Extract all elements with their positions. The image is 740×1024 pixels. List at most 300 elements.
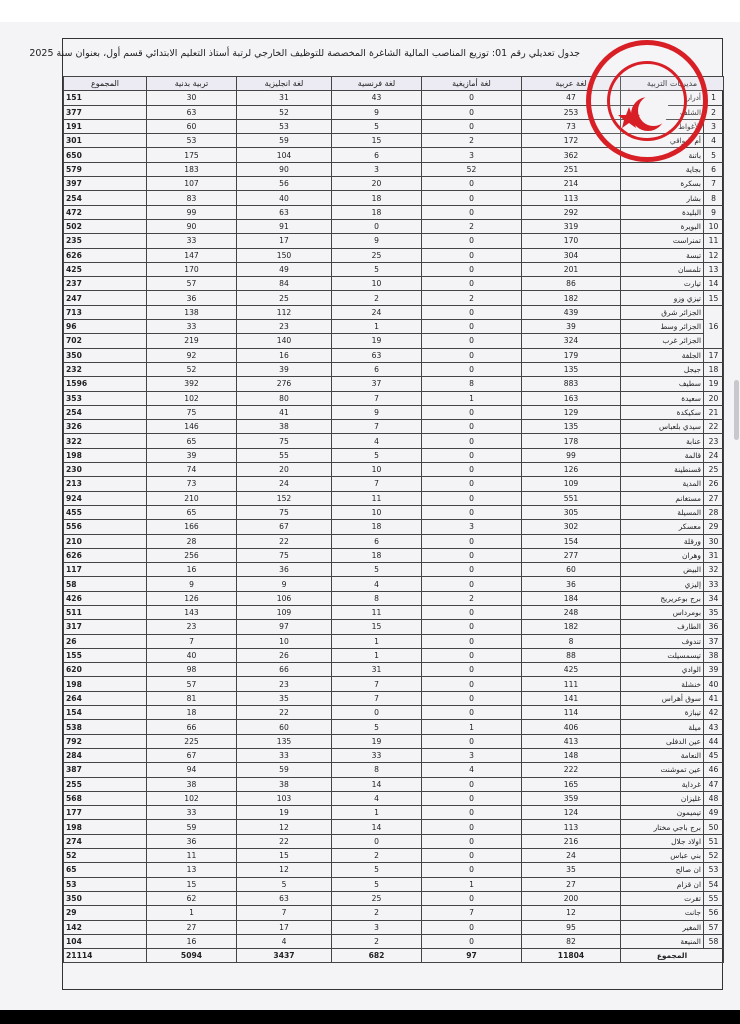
cell-french: 19: [332, 334, 422, 348]
cell-total: 26: [64, 634, 147, 648]
cell-total: 326: [64, 420, 147, 434]
directorate-name: سيدي بلعباس: [621, 420, 704, 434]
cell-amazigh: 0: [422, 505, 522, 519]
directorate-name: بشار: [621, 191, 704, 205]
cell-english: 22: [237, 706, 332, 720]
cell-total: 232: [64, 362, 147, 376]
directorate-name: تبسة: [621, 248, 704, 262]
cell-french: 4: [332, 791, 422, 805]
scrollbar-thumb[interactable]: [734, 380, 739, 440]
cell-total: 425: [64, 262, 147, 276]
row-number: 50: [704, 820, 724, 834]
cell-physical-education: 15: [147, 877, 237, 891]
cell-physical-education: 67: [147, 748, 237, 762]
row-number: 32: [704, 563, 724, 577]
cell-amazigh: 7: [422, 906, 522, 920]
directorate-name: وهران: [621, 548, 704, 562]
cell-arabic: 165: [522, 777, 621, 791]
cell-french: 2: [332, 934, 422, 948]
cell-french: 2: [332, 849, 422, 863]
cell-arabic: 135: [522, 362, 621, 376]
cell-physical-education: 94: [147, 763, 237, 777]
cell-arabic: 86: [522, 277, 621, 291]
row-number: 39: [704, 663, 724, 677]
cell-arabic: 154: [522, 534, 621, 548]
table-row: [64, 334, 724, 348]
cell-amazigh: 0: [422, 119, 522, 133]
cell-english: 55: [237, 448, 332, 462]
cell-french: 33: [332, 748, 422, 762]
cell-total: 377: [64, 105, 147, 119]
table-row: [64, 377, 724, 391]
cell-english: 75: [237, 548, 332, 562]
cell-amazigh: 0: [422, 863, 522, 877]
row-number: 21: [704, 405, 724, 419]
cell-total: 472: [64, 205, 147, 219]
cell-total: 511: [64, 605, 147, 619]
row-number: 45: [704, 748, 724, 762]
cell-french: 11: [332, 605, 422, 619]
directorate-name: تيبازة: [621, 706, 704, 720]
row-number: 26: [704, 477, 724, 491]
cell-total: 350: [64, 891, 147, 905]
cell-english: 41: [237, 405, 332, 419]
directorate-name: عنابة: [621, 434, 704, 448]
cell-amazigh: 0: [422, 177, 522, 191]
cell-amazigh: 3: [422, 520, 522, 534]
cell-physical-education: 38: [147, 777, 237, 791]
cell-amazigh: 0: [422, 891, 522, 905]
cell-french: 18: [332, 520, 422, 534]
cell-total: 626: [64, 248, 147, 262]
cell-arabic: 182: [522, 291, 621, 305]
cell-arabic: 124: [522, 806, 621, 820]
totals-row: [64, 949, 724, 963]
cell-french: 25: [332, 248, 422, 262]
directorate-name: اولاد جلال: [621, 834, 704, 848]
row-number: 11: [704, 234, 724, 248]
row-number: 4: [704, 134, 724, 148]
cell-english: 67: [237, 520, 332, 534]
cell-english: 22: [237, 534, 332, 548]
cell-amazigh: 2: [422, 291, 522, 305]
cell-french: 10: [332, 277, 422, 291]
cell-french: 8: [332, 591, 422, 605]
cell-amazigh: 0: [422, 405, 522, 419]
cell-physical-education: 33: [147, 806, 237, 820]
cell-total: 284: [64, 748, 147, 762]
cell-english: 20: [237, 463, 332, 477]
cell-physical-education: 63: [147, 105, 237, 119]
row-number: 42: [704, 706, 724, 720]
table-row: [64, 648, 724, 662]
cell-amazigh: 0: [422, 934, 522, 948]
cell-arabic: 216: [522, 834, 621, 848]
total-amazigh: 97: [422, 949, 522, 963]
cell-english: 63: [237, 891, 332, 905]
total-arabic: 11804: [522, 949, 621, 963]
cell-amazigh: 0: [422, 534, 522, 548]
row-number: 24: [704, 448, 724, 462]
bottom-bar: [0, 1010, 740, 1024]
cell-total: 255: [64, 777, 147, 791]
row-number: 18: [704, 362, 724, 376]
cell-physical-education: 7: [147, 634, 237, 648]
directorate-name: تيميمون: [621, 806, 704, 820]
cell-total: 230: [64, 463, 147, 477]
table-row: [64, 920, 724, 934]
cell-arabic: 319: [522, 219, 621, 233]
cell-french: 0: [332, 219, 422, 233]
row-number: 35: [704, 605, 724, 619]
cell-total: 502: [64, 219, 147, 233]
cell-arabic: 184: [522, 591, 621, 605]
cell-arabic: 362: [522, 148, 621, 162]
cell-english: 112: [237, 305, 332, 319]
cell-arabic: 182: [522, 620, 621, 634]
table-row: [64, 605, 724, 619]
cell-french: 5: [332, 262, 422, 276]
cell-physical-education: 219: [147, 334, 237, 348]
table-row: [64, 906, 724, 920]
cell-physical-education: 74: [147, 463, 237, 477]
row-number: 30: [704, 534, 724, 548]
cell-total: 29: [64, 906, 147, 920]
directorate-name: تيارت: [621, 277, 704, 291]
cell-english: 97: [237, 620, 332, 634]
cell-physical-education: 73: [147, 477, 237, 491]
table-row: [64, 891, 724, 905]
cell-physical-education: 57: [147, 677, 237, 691]
cell-english: 140: [237, 334, 332, 348]
cell-arabic: 413: [522, 734, 621, 748]
cell-amazigh: 0: [422, 234, 522, 248]
cell-french: 14: [332, 820, 422, 834]
cell-english: 150: [237, 248, 332, 262]
cell-physical-education: 33: [147, 320, 237, 334]
cell-amazigh: 0: [422, 305, 522, 319]
cell-arabic: 141: [522, 691, 621, 705]
cell-english: 7: [237, 906, 332, 920]
cell-total: 620: [64, 663, 147, 677]
table-title: جدول تعديلي رقم 01: توزيع المناصب المالية الشاغرة المخصصة للتوظيف الخارجي لرتبة أستاذ التعليم الابتدائي قسم أول، بعنوان سنة 2025: [29, 48, 580, 59]
cell-amazigh: 0: [422, 605, 522, 619]
totals-label: المجموع: [621, 949, 724, 963]
cell-amazigh: 0: [422, 262, 522, 276]
cell-english: 24: [237, 477, 332, 491]
row-number: 52: [704, 849, 724, 863]
table-row: [64, 806, 724, 820]
cell-arabic: 248: [522, 605, 621, 619]
cell-amazigh: 0: [422, 477, 522, 491]
cell-physical-education: 16: [147, 563, 237, 577]
cell-english: 23: [237, 677, 332, 691]
table-row: [64, 305, 724, 319]
table-body: [64, 91, 724, 963]
directorate-name: البويرة: [621, 219, 704, 233]
cell-english: 49: [237, 262, 332, 276]
cell-physical-education: 16: [147, 934, 237, 948]
cell-arabic: 277: [522, 548, 621, 562]
cell-amazigh: 0: [422, 420, 522, 434]
cell-amazigh: 0: [422, 577, 522, 591]
table-row: [64, 362, 724, 376]
cell-amazigh: 0: [422, 463, 522, 477]
cell-total: 713: [64, 305, 147, 319]
cell-arabic: 113: [522, 820, 621, 834]
cell-physical-education: 13: [147, 863, 237, 877]
cell-arabic: 425: [522, 663, 621, 677]
cell-total: 213: [64, 477, 147, 491]
cell-french: 5: [332, 863, 422, 877]
cell-physical-education: 90: [147, 219, 237, 233]
row-number: 37: [704, 634, 724, 648]
table-row: [64, 677, 724, 691]
table-row: [64, 491, 724, 505]
cell-english: 35: [237, 691, 332, 705]
cell-french: 15: [332, 620, 422, 634]
cell-amazigh: 0: [422, 277, 522, 291]
cell-amazigh: 0: [422, 920, 522, 934]
cell-english: 16: [237, 348, 332, 362]
cell-amazigh: 0: [422, 348, 522, 362]
cell-french: 63: [332, 348, 422, 362]
table-row: [64, 191, 724, 205]
cell-total: 579: [64, 162, 147, 176]
row-number: 31: [704, 548, 724, 562]
directorate-name: بني عباس: [621, 849, 704, 863]
row-number: 44: [704, 734, 724, 748]
cell-total: 924: [64, 491, 147, 505]
directorate-name: الجزائر شرق: [621, 305, 704, 319]
cell-amazigh: 0: [422, 706, 522, 720]
directorate-name: سعيدة: [621, 391, 704, 405]
table-row: [64, 291, 724, 305]
cell-english: 26: [237, 648, 332, 662]
directorate-name: تيزي وزو: [621, 291, 704, 305]
cell-physical-education: 225: [147, 734, 237, 748]
cell-physical-education: 60: [147, 119, 237, 133]
table-row: [64, 577, 724, 591]
cell-physical-education: 256: [147, 548, 237, 562]
cell-amazigh: 8: [422, 377, 522, 391]
row-number: 16: [704, 305, 724, 348]
cell-amazigh: 3: [422, 148, 522, 162]
table-row: [64, 720, 724, 734]
cell-english: 53: [237, 119, 332, 133]
cell-arabic: 359: [522, 791, 621, 805]
cell-amazigh: 0: [422, 734, 522, 748]
directorate-name: الأغواط: [621, 119, 704, 133]
cell-french: 6: [332, 362, 422, 376]
row-number: 23: [704, 434, 724, 448]
row-number: 15: [704, 291, 724, 305]
cell-physical-education: 11: [147, 849, 237, 863]
cell-physical-education: 36: [147, 291, 237, 305]
table-row: [64, 734, 724, 748]
cell-physical-education: 30: [147, 91, 237, 105]
cell-arabic: 39: [522, 320, 621, 334]
cell-french: 18: [332, 191, 422, 205]
cell-arabic: 170: [522, 234, 621, 248]
row-number: 56: [704, 906, 724, 920]
table-row: [64, 863, 724, 877]
directorate-name: أدرار: [621, 91, 704, 105]
cell-amazigh: 0: [422, 620, 522, 634]
cell-french: 10: [332, 505, 422, 519]
row-number: 33: [704, 577, 724, 591]
directorate-name: المدية: [621, 477, 704, 491]
header-arabic: لغة عربية: [522, 77, 621, 91]
cell-amazigh: 2: [422, 591, 522, 605]
table-row: [64, 591, 724, 605]
cell-arabic: 179: [522, 348, 621, 362]
cell-english: 276: [237, 377, 332, 391]
cell-arabic: 36: [522, 577, 621, 591]
cell-arabic: 111: [522, 677, 621, 691]
cell-arabic: 24: [522, 849, 621, 863]
row-number: 1: [704, 91, 724, 105]
cell-arabic: 114: [522, 706, 621, 720]
directorate-name: سطيف: [621, 377, 704, 391]
table-row: [64, 520, 724, 534]
directorate-name: الجزائر غرب: [621, 334, 704, 348]
cell-english: 33: [237, 748, 332, 762]
cell-english: 106: [237, 591, 332, 605]
directorate-name: البليدة: [621, 205, 704, 219]
table-row: [64, 505, 724, 519]
cell-arabic: 214: [522, 177, 621, 191]
cell-physical-education: 52: [147, 362, 237, 376]
directorate-name: ميلة: [621, 720, 704, 734]
cell-total: 177: [64, 806, 147, 820]
table-row: [64, 934, 724, 948]
cell-english: 84: [237, 277, 332, 291]
directorate-name: الوادي: [621, 663, 704, 677]
cell-total: 1596: [64, 377, 147, 391]
cell-english: 152: [237, 491, 332, 505]
cell-physical-education: 138: [147, 305, 237, 319]
cell-physical-education: 36: [147, 834, 237, 848]
cell-arabic: 82: [522, 934, 621, 948]
cell-total: 53: [64, 877, 147, 891]
table-row: [64, 820, 724, 834]
cell-french: 18: [332, 205, 422, 219]
cell-english: 12: [237, 863, 332, 877]
table-row: [64, 620, 724, 634]
cell-total: 317: [64, 620, 147, 634]
total-total: 21114: [64, 949, 147, 963]
cell-english: 17: [237, 920, 332, 934]
directorate-name: الشلف: [621, 105, 704, 119]
directorate-name: المغير: [621, 920, 704, 934]
table-row: [64, 663, 724, 677]
directorate-name: معسكر: [621, 520, 704, 534]
row-number: 22: [704, 420, 724, 434]
cell-total: 426: [64, 591, 147, 605]
cell-arabic: 148: [522, 748, 621, 762]
cell-total: 52: [64, 849, 147, 863]
cell-french: 9: [332, 234, 422, 248]
cell-total: 254: [64, 405, 147, 419]
cell-total: 151: [64, 91, 147, 105]
cell-french: 5: [332, 448, 422, 462]
cell-total: 96: [64, 320, 147, 334]
cell-total: 58: [64, 577, 147, 591]
cell-total: 301: [64, 134, 147, 148]
cell-physical-education: 210: [147, 491, 237, 505]
cell-french: 24: [332, 305, 422, 319]
cell-amazigh: 3: [422, 748, 522, 762]
cell-french: 37: [332, 377, 422, 391]
cell-total: 702: [64, 334, 147, 348]
header-english: لغة انجليزية: [237, 77, 332, 91]
cell-english: 75: [237, 434, 332, 448]
cell-total: 235: [64, 234, 147, 248]
cell-amazigh: 0: [422, 806, 522, 820]
directorate-name: تيسمسيلت: [621, 648, 704, 662]
cell-arabic: 253: [522, 105, 621, 119]
cell-french: 3: [332, 920, 422, 934]
cell-amazigh: 0: [422, 548, 522, 562]
table-row: [64, 763, 724, 777]
row-number: 9: [704, 205, 724, 219]
cell-english: 40: [237, 191, 332, 205]
cell-physical-education: 147: [147, 248, 237, 262]
positions-table: [63, 76, 724, 963]
cell-french: 20: [332, 177, 422, 191]
cell-english: 90: [237, 162, 332, 176]
row-number: 2: [704, 105, 724, 119]
seal-star-icon: [591, 45, 703, 157]
cell-physical-education: 170: [147, 262, 237, 276]
row-number: 36: [704, 620, 724, 634]
total-english: 3437: [237, 949, 332, 963]
row-number: 53: [704, 863, 724, 877]
cell-french: 9: [332, 405, 422, 419]
cell-total: 198: [64, 448, 147, 462]
cell-total: 237: [64, 277, 147, 291]
table-row: [64, 834, 724, 848]
cell-physical-education: 53: [147, 134, 237, 148]
cell-french: 10: [332, 463, 422, 477]
directorate-name: غرداية: [621, 777, 704, 791]
cell-total: 650: [64, 148, 147, 162]
cell-arabic: 99: [522, 448, 621, 462]
cell-physical-education: 59: [147, 820, 237, 834]
cell-english: 104: [237, 148, 332, 162]
header-french: لغة فرنسية: [332, 77, 422, 91]
cell-amazigh: 0: [422, 91, 522, 105]
cell-total: 210: [64, 534, 147, 548]
cell-french: 5: [332, 720, 422, 734]
cell-total: 274: [64, 834, 147, 848]
cell-amazigh: 0: [422, 448, 522, 462]
cell-english: 5: [237, 877, 332, 891]
cell-physical-education: 102: [147, 791, 237, 805]
cell-arabic: 129: [522, 405, 621, 419]
directorate-name: جيجل: [621, 362, 704, 376]
cell-english: 4: [237, 934, 332, 948]
directorate-name: المنيعة: [621, 934, 704, 948]
cell-physical-education: 65: [147, 434, 237, 448]
cell-physical-education: 166: [147, 520, 237, 534]
cell-physical-education: 39: [147, 448, 237, 462]
cell-arabic: 172: [522, 134, 621, 148]
table-row: [64, 849, 724, 863]
cell-amazigh: 0: [422, 563, 522, 577]
cell-amazigh: 0: [422, 820, 522, 834]
